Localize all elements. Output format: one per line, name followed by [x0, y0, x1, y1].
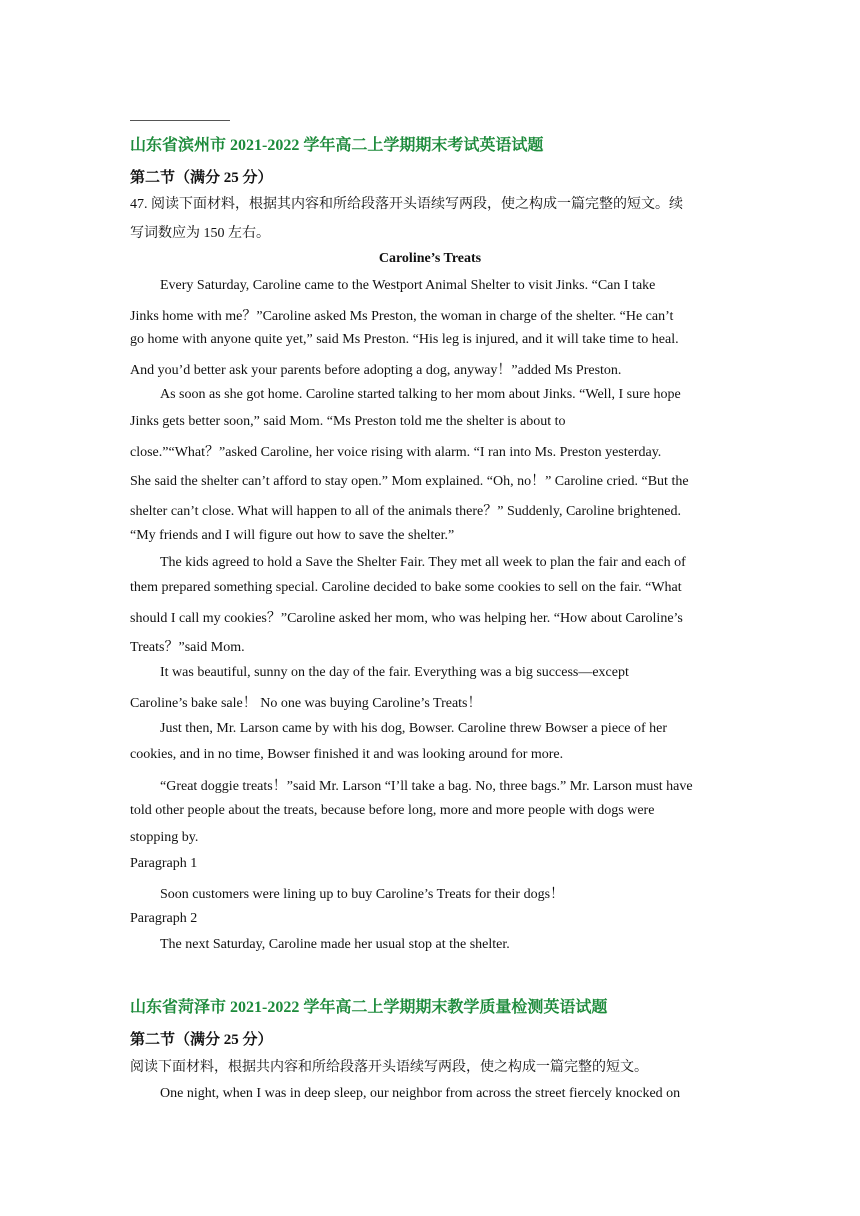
story-line: Just then, Mr. Larson came by with his dog, Bowser. Caroline threw Bowser a piece of her	[160, 721, 668, 736]
paragraph-opening: Soon customers were lining up to buy Caroline’s Treats for their dogs！	[160, 887, 565, 902]
story-line: “My friends and I will figure out how to save the shelter.”	[130, 528, 455, 543]
section2-instruction: 阅读下面材料，根据共内容和所给段落开头语续写两段，使之构成一篇完整的短文。	[130, 1060, 648, 1075]
story-line: Caroline’s bake sale！ No one was buying Caroline’s Treats！	[130, 696, 482, 711]
story-line: Jinks gets better soon,” said Mom. “Ms Preston told me the shelter is about to	[130, 414, 566, 429]
story-line: Jinks home with me？”Caroline asked Ms Preston, the woman in charge of the shelter. “He can’t	[130, 309, 674, 324]
section1-subtitle: 第二节（满分 25 分）	[130, 170, 273, 186]
story-line: stopping by.	[130, 830, 199, 845]
section1-title: 山东省滨州市 2021-2022 学年高二上学期期末考试英语试题	[130, 137, 544, 154]
story-line: close.”“What？”asked Caroline, her voice rising with alarm. “I ran into Ms. Preston yesterday.	[130, 445, 662, 460]
story-line: She said the shelter can’t afford to stay open.” Mom explained. “Oh, no！” Caroline cried. “But the	[130, 474, 689, 489]
story-line: should I call my cookies？”Caroline asked her mom, who was helping her. “How about Caroline’s	[130, 611, 683, 626]
section1-instruction-1: 47. 阅读下面材料，根据其内容和所给段落开头语续写两段，使之构成一篇完整的短文。续	[130, 197, 683, 212]
story-line: them prepared something special. Caroline decided to bake some cookies to sell on the fair. “What	[130, 580, 682, 595]
story-line: Every Saturday, Caroline came to the Westport Animal Shelter to visit Jinks. “Can I take	[160, 278, 656, 293]
story-line: As soon as she got home. Caroline started talking to her mom about Jinks. “Well, I sure hope	[160, 387, 681, 402]
story-line: told other people about the treats, because before long, more and more people with dogs were	[130, 803, 655, 818]
section2-subtitle: 第二节（满分 25 分）	[130, 1032, 273, 1048]
story-line: go home with anyone quite yet,” said Ms Preston. “His leg is injured, and it will take time to heal.	[130, 332, 679, 347]
section1-instruction-2: 写词数应为 150 左右。	[130, 226, 270, 241]
story-line: And you’d better ask your parents before adopting a dog, anyway！”added Ms Preston.	[130, 363, 622, 378]
story-line: cookies, and in no time, Bowser finished it and was looking around for more.	[130, 747, 564, 762]
paragraph-label: Paragraph 1	[130, 856, 198, 871]
story-line: shelter can’t close. What will happen to all of the animals there？” Suddenly, Caroline brightened.	[130, 504, 682, 519]
story-line: It was beautiful, sunny on the day of the fair. Everything was a big success—except	[160, 665, 629, 680]
story-line: One night, when I was in deep sleep, our neighbor from across the street fiercely knocked on	[160, 1086, 681, 1101]
header-divider	[130, 120, 230, 121]
section2-title: 山东省菏泽市 2021-2022 学年高二上学期期末教学质量检测英语试题	[130, 999, 608, 1016]
story-line: Treats？”said Mom.	[130, 640, 245, 655]
story-line: The kids agreed to hold a Save the Shelter Fair. They met all week to plan the fair and each of	[160, 555, 686, 570]
story-line: “Great doggie treats！”said Mr. Larson “I’ll take a bag. No, three bags.” Mr. Larson must have	[160, 779, 693, 794]
story-title: Caroline’s Treats	[378, 251, 482, 266]
paragraph-label: Paragraph 2	[130, 911, 198, 926]
paragraph-opening: The next Saturday, Caroline made her usual stop at the shelter.	[160, 937, 510, 952]
